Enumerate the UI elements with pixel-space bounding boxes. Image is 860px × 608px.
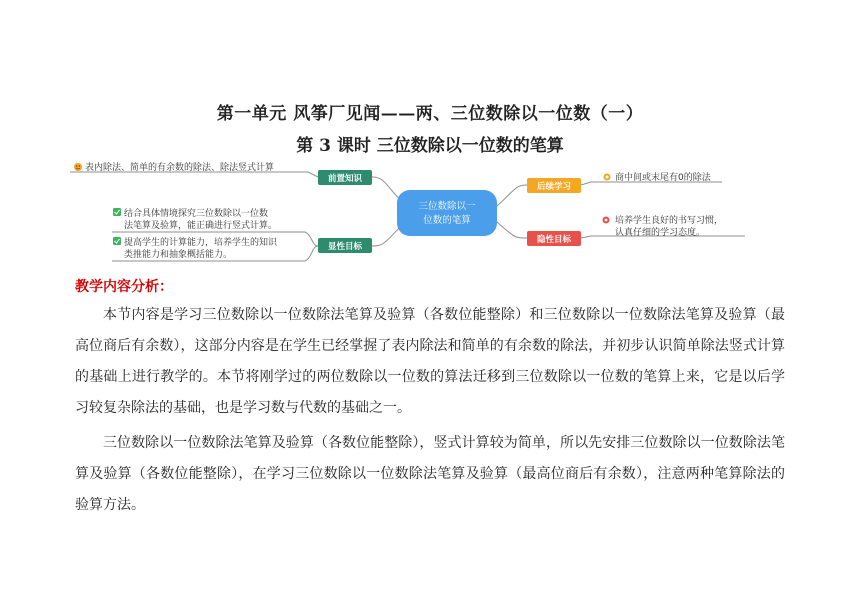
implicit-goal-line1: 培养学生良好的书写习惯， xyxy=(615,216,724,226)
mind-map xyxy=(0,150,860,268)
implicit-goal-line2: 认真仔细的学习态度。 xyxy=(615,228,706,238)
explicit-goal-2-line2: 类推能力和抽象概括能力。 xyxy=(124,250,233,260)
analysis-paragraph-2: 三位数除以一位数除法笔算及验算（各数位能整除），竖式计算较为简单，所以先安排三位数除以一位数除法笔算及验算（各数位能整除），在学习三位数除以一位数除法笔算及验算（最高位商后有余数），注意两种笔算除法的验算方法。 xyxy=(75,435,785,513)
center-node xyxy=(397,190,497,236)
analysis-heading: 教学内容分析： xyxy=(75,279,173,295)
follow-up-item: 商中间或末尾有0的除法 xyxy=(615,173,711,183)
center-node-line1: 三位数除以一 xyxy=(418,201,476,212)
prior-knowledge-item: 表内除法、简单的有余数的除法、除法竖式计算 xyxy=(85,163,275,173)
prior-knowledge-label: 前置知识 xyxy=(327,174,363,184)
lesson-title: 第 3 课时 三位数除以一位数的笔算 xyxy=(296,136,564,156)
explicit-goal-2-line1: 提高学生的计算能力，培养学生的知识 xyxy=(124,238,278,248)
checkbox-icon xyxy=(113,208,121,216)
follow-up-label: 后续学习 xyxy=(536,182,572,192)
explicit-goal-1-line2: 法笔算及验算，能正确进行竖式计算。 xyxy=(124,221,278,231)
explicit-goal-1-line1: 结合具体情境探究三位数除以一位数 xyxy=(124,209,269,219)
center-node-line2: 位数的笔算 xyxy=(423,215,471,226)
unit-title: 第一单元 风筝厂见闻——两、三位数除以一位数（一） xyxy=(216,104,644,124)
checkbox-icon xyxy=(113,237,121,245)
connector-center-followup xyxy=(497,185,527,206)
explicit-goals-label: 显性目标 xyxy=(327,242,363,252)
analysis-paragraph-1: 本节内容是学习三位数除以一位数除法笔算及验算（各数位能整除）和三位数除以一位数除法笔算及验算（最高位商后有余数），这部分内容是在学生已经掌握了表内除法和简单的有余数的除法，并初步认识简单除法竖式计算的基础上进行教学的。本节将刚学过的两位数除以一位数的算法迁移到三位数除以一位数的笔算上来，它是以后学习较复杂除法的基础，也是学习数与代数的基础之一。 xyxy=(75,307,785,416)
implicit-goals-label: 隐性目标 xyxy=(536,235,572,245)
connector-center-implicit xyxy=(497,222,527,238)
smiley-icon xyxy=(74,163,82,171)
